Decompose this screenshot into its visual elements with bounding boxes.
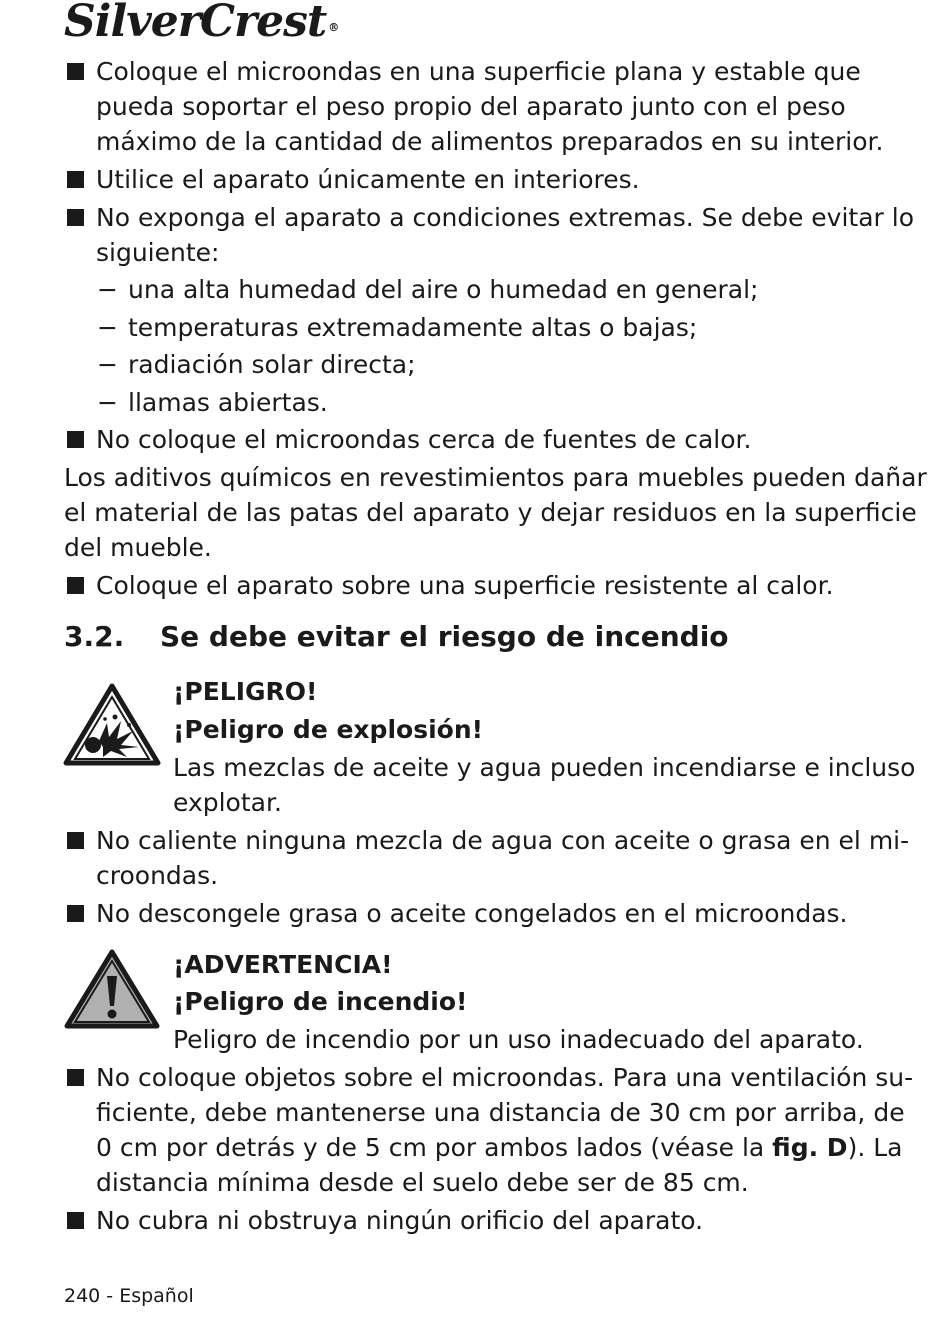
figure-reference: fig. D — [772, 1133, 848, 1162]
bullet-text-line: pueda soportar el peso propio del aparato junto con el peso — [96, 92, 846, 121]
bullet-square-icon — [67, 171, 84, 188]
dash-item: radiación solar directa; — [128, 350, 416, 379]
page-footer: 240 - Español — [64, 1285, 194, 1307]
bullet-square-icon — [67, 577, 84, 594]
explosion-warning-icon — [63, 683, 161, 767]
brand-logo: SilverCrest ® — [64, 0, 339, 47]
bullet-text-line: No cubra ni obstruya ningún orificio del aparato. — [96, 1206, 704, 1235]
bullet-square-icon — [67, 431, 84, 448]
dash-marker: − — [97, 350, 118, 379]
bullet-text-line: No exponga el aparato a condiciones extremas. Se debe evitar lo — [96, 203, 914, 232]
paragraph-line: el material de las patas del aparato y dejar residuos en la superficie — [64, 498, 917, 527]
bullet-square-icon — [67, 1069, 84, 1086]
bullet-square-icon — [67, 63, 84, 80]
danger-signal-word: ¡PELIGRO! — [173, 677, 318, 706]
warning-text: Peligro de incendio por un uso inadecuado del aparato. — [173, 1025, 864, 1054]
bullet-text-line: máximo de la cantidad de alimentos preparados en su interior. — [96, 127, 884, 156]
dash-item: una alta humedad del aire o humedad en general; — [128, 275, 759, 304]
bullet-text-line: croondas. — [96, 861, 219, 890]
dash-item: temperaturas extremadamente altas o bajas; — [128, 313, 698, 342]
danger-text-line: explotar. — [173, 788, 282, 817]
bullet-text-line: Coloque el aparato sobre una superficie resistente al calor. — [96, 571, 834, 600]
paragraph-line: Los aditivos químicos en revestimientos para muebles pueden dañar — [64, 463, 927, 492]
bullet-square-icon — [67, 905, 84, 922]
bullet-square-icon — [67, 209, 84, 226]
bullet-text-line: distancia mínima desde el suelo debe ser de 85 cm. — [96, 1168, 749, 1197]
warning-signal-word: ¡ADVERTENCIA! — [173, 950, 393, 979]
dash-marker: − — [97, 275, 118, 304]
section-title: Se debe evitar el riesgo de incendio — [160, 620, 729, 653]
bullet-text-line: No caliente ninguna mezcla de agua con aceite o grasa en el mi- — [96, 826, 910, 855]
bullet-text-line: No coloque objetos sobre el microondas. Para una ventilación su- — [96, 1063, 914, 1092]
bullet-text-line: No descongele grasa o aceite congelados en el microondas. — [96, 899, 848, 928]
bullet-text-line: 0 cm por detrás y de 5 cm por ambos lados (véase la fig. D). La — [96, 1133, 903, 1162]
bullet-text-line: No coloque el microondas cerca de fuentes de calor. — [96, 425, 752, 454]
bullet-square-icon — [67, 832, 84, 849]
exclamation-warning-icon — [64, 948, 160, 1030]
danger-title: ¡Peligro de explosión! — [173, 715, 484, 744]
bullet-text-line: ficiente, debe mantenerse una distancia de 30 cm por arriba, de — [96, 1098, 905, 1127]
bullet-text-line: Utilice el aparato únicamente en interiores. — [96, 165, 640, 194]
paragraph-line: del mueble. — [64, 533, 212, 562]
bullet-text-line: Coloque el microondas en una superficie plana y estable que — [96, 57, 861, 86]
section-number: 3.2. — [64, 620, 125, 653]
bullet-text-line: siguiente: — [96, 238, 220, 267]
warning-title: ¡Peligro de incendio! — [173, 987, 468, 1016]
dash-item: llamas abiertas. — [128, 388, 328, 417]
dash-marker: − — [97, 313, 118, 342]
danger-text-line: Las mezclas de aceite y agua pueden incendiarse e incluso — [173, 753, 916, 782]
bullet-square-icon — [67, 1212, 84, 1229]
dash-marker: − — [97, 388, 118, 417]
